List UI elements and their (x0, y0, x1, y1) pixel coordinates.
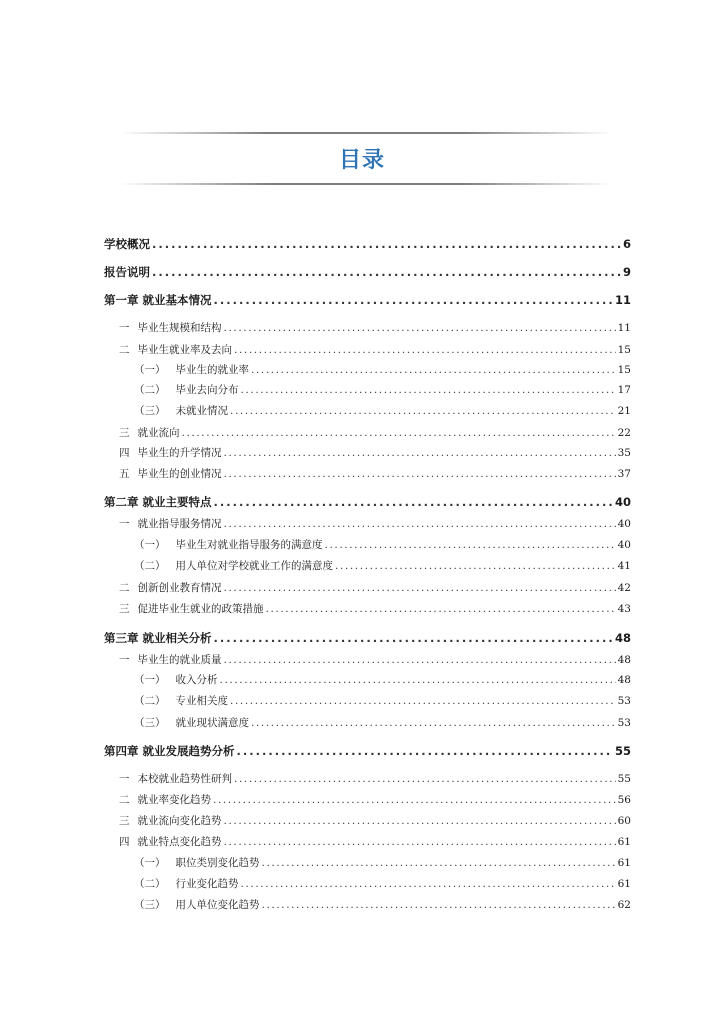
toc-entry[interactable] (104, 236, 631, 252)
toc-entry-number: （二） (134, 878, 166, 890)
dot-leader (241, 382, 616, 398)
toc-entry-label: 用人单位变化趋势 (175, 899, 260, 911)
toc-entry-label: 毕业生的升学情况 (137, 447, 222, 459)
toc-entry-page-number: 42 (617, 582, 631, 594)
toc-entry-page-number: 48 (617, 654, 631, 666)
toc-entry-page-number: 35 (617, 447, 631, 459)
toc-entry-number: 四 (119, 836, 130, 848)
toc-entry[interactable] (119, 652, 631, 668)
dot-leader (230, 403, 616, 419)
toc-entry-label: 毕业去向分布 (175, 384, 239, 396)
dot-leader (220, 672, 616, 688)
toc-entry-label: 就业流向变化趋势 (137, 815, 222, 827)
toc-entry[interactable] (119, 601, 631, 617)
toc-entry-page-number: 43 (617, 603, 631, 615)
toc-entry[interactable] (134, 897, 631, 913)
toc-entry-label: 毕业生的就业率 (175, 364, 249, 376)
dot-leader (325, 537, 616, 553)
toc-entry-number: 一 (119, 654, 130, 666)
dot-leader (224, 320, 616, 336)
toc-entry-page-number: 55 (617, 773, 631, 785)
toc-entry-number: （一） (134, 539, 166, 551)
toc-entry-number: （一） (134, 674, 166, 686)
dot-leader (224, 466, 616, 482)
dot-leader (262, 897, 616, 913)
toc-entry[interactable] (134, 403, 631, 419)
toc-entry[interactable] (104, 264, 631, 280)
toc-entry[interactable] (134, 558, 631, 574)
toc-entry-label: 第三章 就业相关分析 (104, 631, 212, 645)
toc-entry[interactable] (104, 292, 631, 308)
dot-leader (230, 693, 616, 709)
dot-leader (214, 494, 613, 510)
toc-entry[interactable] (119, 580, 631, 596)
dot-leader (224, 516, 616, 532)
toc-entry-page-number: 40 (617, 539, 631, 551)
toc-entry[interactable] (119, 320, 631, 336)
toc-entry-number: （一） (134, 364, 166, 376)
dot-leader (335, 558, 616, 574)
toc-entry[interactable] (134, 382, 631, 398)
toc-entry-page-number: 60 (617, 815, 631, 827)
toc-entry-page-number: 53 (617, 695, 631, 707)
dot-leader (262, 855, 616, 871)
toc-entry[interactable] (119, 342, 631, 358)
toc-entry-page-number: 48 (614, 631, 631, 645)
toc-entry-label: 学校概况 (104, 237, 150, 251)
toc-entry-page-number: 11 (614, 293, 631, 307)
toc-entry-label: 毕业生的创业情况 (137, 468, 222, 480)
toc-entry-page-number: 61 (617, 878, 631, 890)
dot-leader (224, 813, 616, 829)
toc-entry-label: 就业指导服务情况 (137, 518, 222, 530)
toc-entry-number: 四 (119, 447, 130, 459)
toc-entry[interactable] (119, 445, 631, 461)
toc-entry-page-number: 40 (617, 518, 631, 530)
toc-entry-label: 毕业生的就业质量 (137, 654, 222, 666)
toc-entry-number: 二 (119, 794, 130, 806)
toc-entry-number: 一 (119, 322, 130, 334)
dot-leader (214, 292, 613, 308)
toc-entry[interactable] (119, 466, 631, 482)
toc-entry-page-number: 6 (622, 237, 631, 251)
dot-leader (152, 264, 621, 280)
toc-entry-number: 二 (119, 582, 130, 594)
toc-entry-page-number: 55 (614, 744, 631, 758)
toc-entry-label: 就业率变化趋势 (137, 794, 211, 806)
dot-leader (234, 771, 616, 787)
dot-leader (224, 580, 616, 596)
toc-entry[interactable] (134, 876, 631, 892)
toc-entry-label: 毕业生规模和结构 (137, 322, 222, 334)
toc-entry-label: 毕业生就业率及去向 (137, 344, 232, 356)
toc-entry-number: 一 (119, 773, 130, 785)
toc-entry-page-number: 61 (617, 857, 631, 869)
toc-entry-number: （二） (134, 560, 166, 572)
toc-entry-page-number: 22 (617, 427, 631, 439)
dot-leader (213, 792, 616, 808)
toc-entry-label: 用人单位对学校就业工作的满意度 (175, 560, 333, 572)
dot-leader (224, 652, 616, 668)
toc-entry-label: 就业流向 (137, 427, 180, 439)
toc-entry-page-number: 53 (617, 717, 631, 729)
toc-entry-page-number: 40 (614, 495, 631, 509)
toc-entry-label: 行业变化趋势 (175, 878, 239, 890)
toc-entry[interactable] (134, 715, 631, 731)
toc-entry-number: （一） (134, 857, 166, 869)
toc-entry-label: 就业特点变化趋势 (137, 836, 222, 848)
toc-entry-number: （二） (134, 695, 166, 707)
toc-entry-page-number: 62 (617, 899, 631, 911)
toc-entry-label: 未就业情况 (175, 405, 228, 417)
toc-entry[interactable] (104, 494, 631, 510)
dot-leader (182, 425, 616, 441)
dot-leader (152, 236, 621, 252)
toc-entry[interactable] (134, 537, 631, 553)
toc-entry-label: 第一章 就业基本情况 (104, 293, 212, 307)
toc-entry-page-number: 9 (622, 265, 631, 279)
dot-leader (241, 876, 616, 892)
page-title: 目录 (338, 148, 385, 173)
toc-entry[interactable] (119, 425, 631, 441)
toc-entry-label: 报告说明 (104, 265, 150, 279)
toc-entry-page-number: 48 (617, 674, 631, 686)
dot-leader (234, 342, 616, 358)
toc-entry[interactable] (134, 693, 631, 709)
dot-leader (237, 743, 613, 759)
toc-entry-number: （三） (134, 899, 166, 911)
toc-entry-page-number: 15 (617, 364, 631, 376)
dot-leader (266, 601, 616, 617)
toc-entry-page-number: 41 (617, 560, 631, 572)
toc-entry-label: 创新创业教育情况 (137, 582, 222, 594)
toc-entry-page-number: 15 (617, 344, 631, 356)
toc-entry-label: 促进毕业生就业的政策措施 (137, 603, 264, 615)
toc-entry-page-number: 17 (617, 384, 631, 396)
toc-entry[interactable] (134, 855, 631, 871)
toc-entry-label: 本校就业趋势性研判 (137, 773, 232, 785)
toc-entry[interactable] (119, 834, 631, 850)
toc-entry[interactable] (104, 630, 631, 646)
dot-leader (224, 445, 616, 461)
toc-entry-page-number: 56 (617, 794, 631, 806)
toc-entry-label: 第二章 就业主要特点 (104, 495, 212, 509)
dot-leader (224, 834, 616, 850)
toc-entry[interactable] (119, 516, 631, 532)
toc-entry-label: 专业相关度 (175, 695, 228, 707)
dot-leader (251, 715, 616, 731)
toc-entry-number: 一 (119, 518, 130, 530)
toc-entry[interactable] (119, 771, 631, 787)
dot-leader (214, 630, 613, 646)
toc-entry[interactable] (134, 672, 631, 688)
toc-entry-number: 三 (119, 427, 130, 439)
toc-entry[interactable] (119, 813, 631, 829)
toc-entry-number: 三 (119, 815, 130, 827)
toc-entry-number: （三） (134, 405, 166, 417)
toc-entry-label: 就业现状满意度 (175, 717, 249, 729)
toc-entry[interactable] (134, 362, 631, 378)
toc-entry-page-number: 61 (617, 836, 631, 848)
toc-entry-label: 毕业生对就业指导服务的满意度 (175, 539, 323, 551)
toc-entry[interactable] (104, 743, 631, 759)
toc-entry-number: （三） (134, 717, 166, 729)
toc-entry-number: 三 (119, 603, 130, 615)
toc-entry-label: 职位类别变化趋势 (175, 857, 260, 869)
toc-entry-page-number: 37 (617, 468, 631, 480)
toc-entry[interactable] (119, 792, 631, 808)
toc-entry-label: 收入分析 (175, 674, 218, 686)
dot-leader (251, 362, 616, 378)
toc-entry-page-number: 11 (617, 322, 631, 334)
toc-entry-number: 二 (119, 344, 130, 356)
toc-entry-page-number: 21 (617, 405, 631, 417)
toc-entry-label: 第四章 就业发展趋势分析 (104, 744, 235, 758)
toc-entry-number: 五 (119, 468, 130, 480)
toc-entry-number: （二） (134, 384, 166, 396)
